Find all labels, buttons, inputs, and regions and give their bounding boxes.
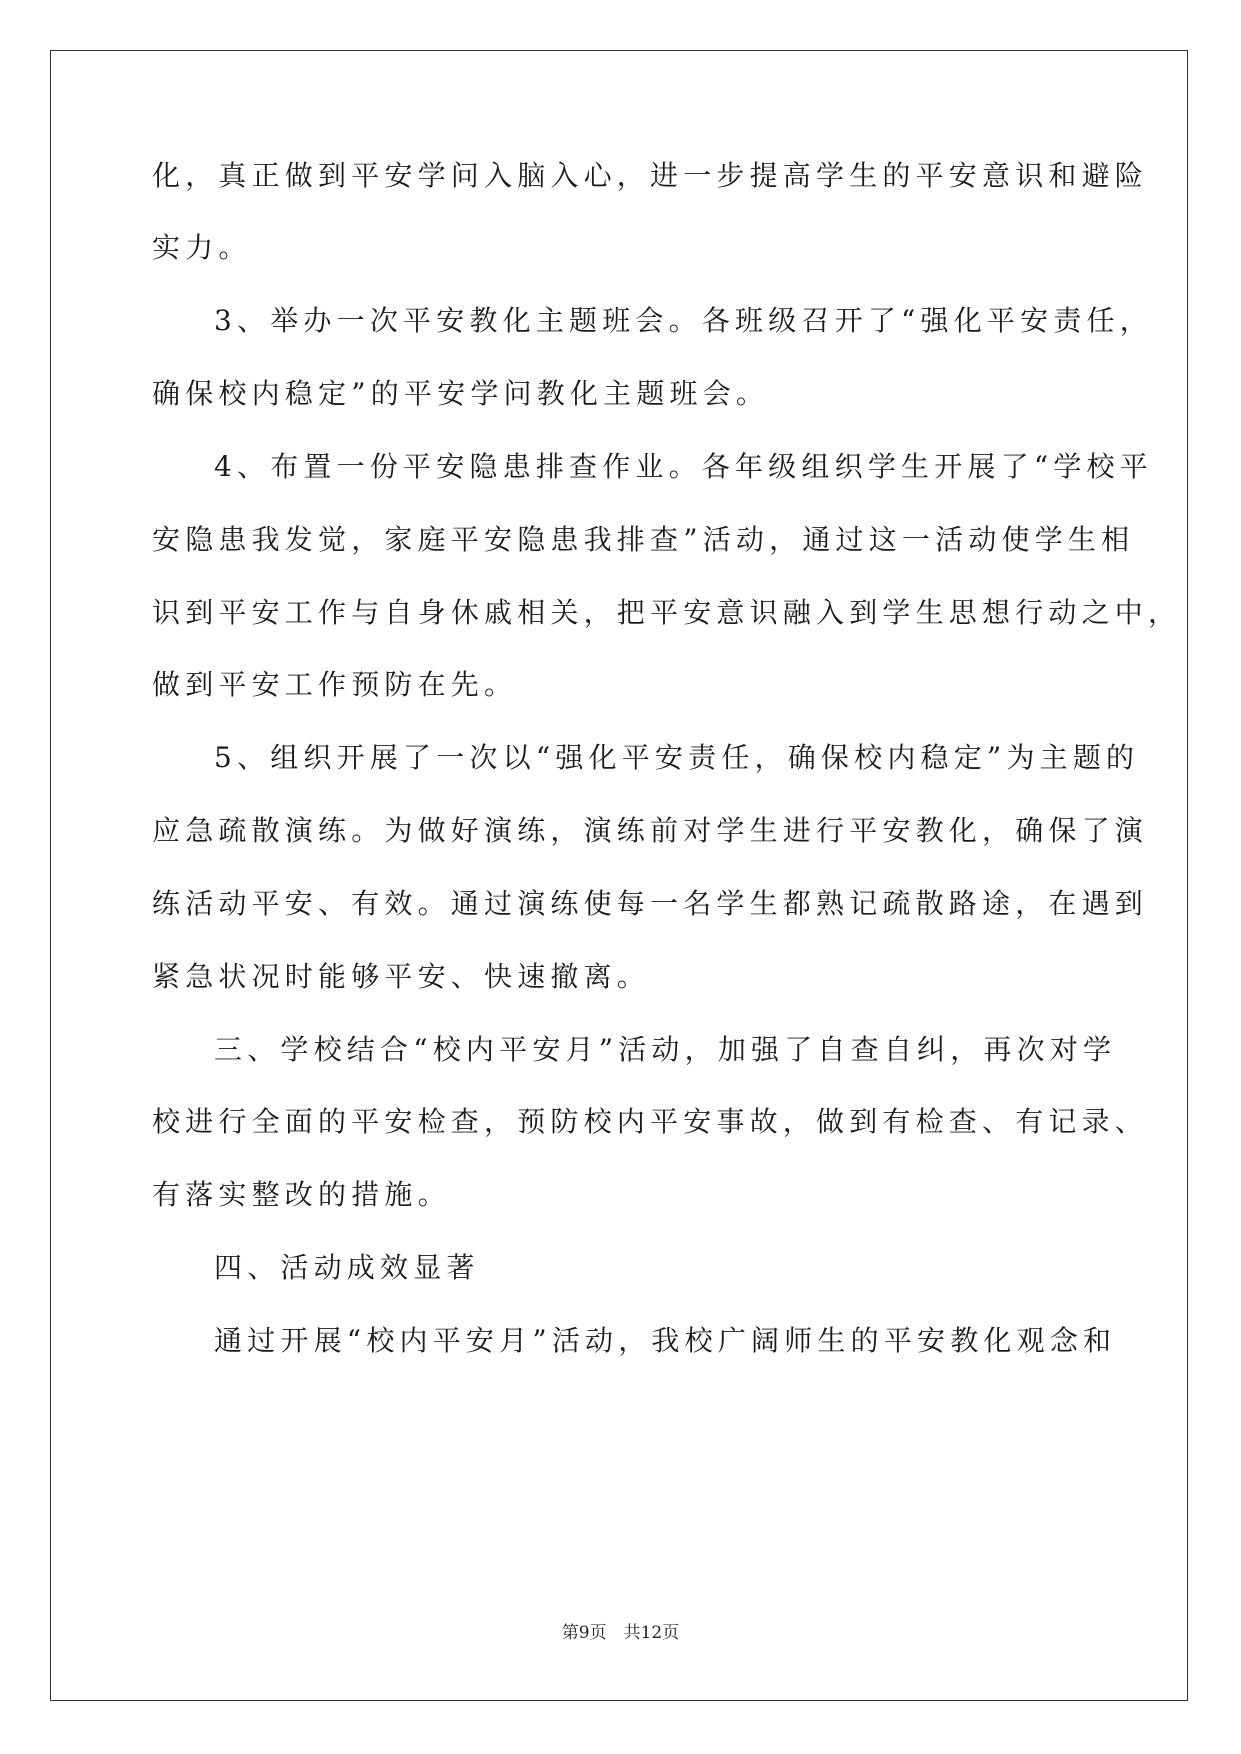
section-heading: 四、活动成效显著 [214,1251,480,1284]
body-line: 实力。 [152,231,252,264]
body-line: 化，真正做到平安学问入脑入心，进一步提高学生的平安意识和避险 [152,159,1149,192]
paragraph-start-line: 4、布置一份平安隐患排查作业。各年级组织学生开展了“学校平 [214,450,1153,483]
paragraph-start-line: 三、学校结合“校内平安月”活动，加强了自查自纠，再次对学 [214,1033,1117,1066]
body-line: 安隐患我发觉，家庭平安隐患我排查”活动，通过这一活动使学生相 [152,523,1135,556]
body-line: 校进行全面的平安检查，预防校内平安事故，做到有检查、有记录、 [152,1105,1149,1138]
body-line: 识到平安工作与自身休戚相关，把平安意识融入到学生思想行动之中， [152,596,1182,629]
page-number-footer: 第9页 共12页 [561,1623,680,1643]
body-line: 紧急状况时能够平安、快速撤离。 [152,960,651,993]
paragraph-start-line: 通过开展“校内平安月”活动，我校广阔师生的平安教化观念和 [214,1324,1117,1357]
body-line: 有落实整改的措施。 [152,1178,451,1211]
paragraph-start-line: 3、举办一次平安教化主题班会。各班级召开了“强化平安责任， [214,304,1153,337]
page-border [50,50,1188,1701]
body-line: 做到平安工作预防在先。 [152,668,518,701]
body-line: 确保校内稳定”的平安学问教化主题班会。 [152,377,770,410]
body-line: 应急疏散演练。为做好演练，演练前对学生进行平安教化，确保了演 [152,814,1149,847]
paragraph-start-line: 5、组织开展了一次以“强化平安责任，确保校内稳定”为主题的 [214,741,1140,774]
body-line: 练活动平安、有效。通过演练使每一名学生都熟记疏散路途，在遇到 [152,887,1149,920]
